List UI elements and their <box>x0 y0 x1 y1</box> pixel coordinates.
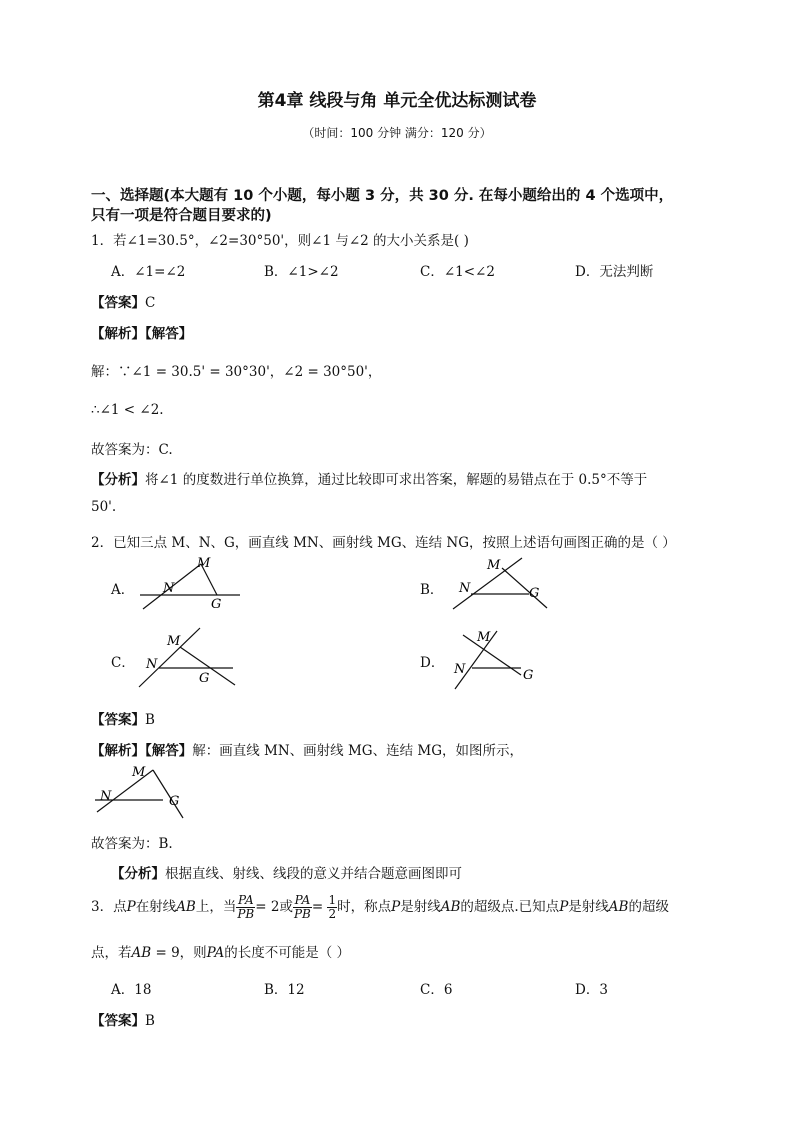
q3-frac-num: PA <box>294 893 311 907</box>
q1-analysis-tag: 【解析】【解答】 <box>91 326 193 342</box>
q3-stem-line1 <box>91 892 669 922</box>
q1-answer <box>91 291 155 311</box>
q3-frac-den: PB <box>237 907 255 921</box>
q3-text: 3．点 <box>91 899 127 915</box>
q2-stem: 2．已知三点 M、N、G，画直线 MN、画射线 MG、连结 NG，按照上述语句画图正确的是（ ） <box>91 535 676 551</box>
q1-solution-line1: 解：∵∠1 = 30.5' = 30°30'，∠2 = 30°50'， <box>91 364 382 380</box>
q3-text: 时，称点 <box>337 899 392 915</box>
label-n: N <box>163 581 175 596</box>
q2-answer-value: B <box>145 712 155 728</box>
q2-option-b: B． <box>420 582 444 598</box>
q2-fenxi-text: 根据直线、射线、线段的意义并结合题意画图即可 <box>165 866 462 882</box>
q3-text: = 9，则 <box>151 945 207 961</box>
q1-option-b: B．∠1>∠2 <box>264 264 339 280</box>
q2-analysis-tag: 【解析】【解答】 <box>91 743 193 759</box>
label-n: N <box>146 657 158 672</box>
q3-option-c: C．6 <box>420 982 453 998</box>
q3-var-p: P <box>391 899 401 915</box>
q3-var-p: P <box>559 899 569 915</box>
q1-option-c: C．∠1<∠2 <box>420 264 495 280</box>
q2-figure-b <box>447 553 557 613</box>
q1-solution-line2: ∴∠1 < ∠2. <box>91 402 164 418</box>
q1-stem: 1．若∠1=30.5°，∠2=30°50'，则∠1 与∠2 的大小关系是( ) <box>91 233 469 249</box>
q3-text: 的超级点.已知点 <box>460 899 560 915</box>
q3-option-b: B．12 <box>264 982 305 998</box>
section-heading-line1: 一、选择题(本大题有 10 个小题，每小题 3 分，共 30 分. 在每小题给出的 4 个选项中， <box>91 188 674 204</box>
q3-frac-num: PA <box>237 893 254 907</box>
q3-var-ab: AB <box>608 899 629 915</box>
q3-answer-value: B <box>145 1013 155 1029</box>
q3-fraction-half <box>327 894 337 921</box>
label-n: N <box>454 662 466 677</box>
q1-fenxi-line1 <box>91 468 647 488</box>
label-n: N <box>100 789 112 804</box>
q1-solution-line3: 故答案为：C. <box>91 442 173 458</box>
q2-figure-a <box>135 553 245 613</box>
label-g: G <box>211 597 222 612</box>
q3-text: 的长度不可能是（ ） <box>224 945 351 961</box>
q3-text: 是射线 <box>568 899 609 915</box>
q3-text: 是射线 <box>400 899 441 915</box>
q1-option-d: D．无法判断 <box>575 264 654 280</box>
q3-option-d: D．3 <box>575 982 608 998</box>
q1-answer-value: C <box>145 295 156 311</box>
label-g: G <box>523 668 534 683</box>
q3-text: 点，若 <box>91 945 132 961</box>
label-g: G <box>169 794 180 809</box>
q2-option-a: A． <box>111 582 135 598</box>
label-m: M <box>167 634 181 649</box>
q3-text: = 2或 <box>255 899 293 915</box>
q3-stem-line2 <box>91 941 350 961</box>
q3-frac-num: 1 <box>328 893 337 907</box>
label-m: M <box>477 630 491 645</box>
q1-fenxi-line2: 50'. <box>91 499 117 515</box>
q2-figure-d <box>447 625 557 691</box>
q2-solution-figure <box>91 760 201 822</box>
q2-fenxi-tag: 【分析】 <box>111 866 165 882</box>
q2-fenxi <box>111 862 462 882</box>
q3-text: 的超级 <box>628 899 669 915</box>
q3-answer-tag: 【答案】 <box>91 1013 145 1029</box>
label-g: G <box>529 586 540 601</box>
q2-answer-tag: 【答案】 <box>91 712 145 728</box>
q2-option-d: D． <box>420 655 445 671</box>
page-title: 第4章 线段与角 单元全优达标测试卷 <box>257 91 537 111</box>
label-g: G <box>199 671 210 686</box>
q3-fraction-pa-pb <box>236 894 255 921</box>
q1-fenxi-tag: 【分析】 <box>91 472 145 488</box>
section-heading-line2: 只有一项是符合题目要求的) <box>91 208 272 224</box>
q3-frac-den: PB <box>293 907 311 921</box>
q2-answer <box>91 708 155 728</box>
q2-option-c: C． <box>111 655 135 671</box>
q3-text: 在射线 <box>135 899 177 915</box>
q3-fraction-pa-pb-2 <box>293 894 312 921</box>
q3-var-ab: AB <box>440 899 461 915</box>
q3-text: = <box>311 899 328 915</box>
q3-var-ab: AB <box>131 945 152 961</box>
q2-analysis-text: 解：画直线 MN、画射线 MG、连结 MG，如图所示， <box>192 743 523 759</box>
q2-figure-c <box>135 625 245 689</box>
q2-solution: 故答案为：B. <box>91 836 173 852</box>
q3-option-a: A．18 <box>111 982 152 998</box>
q2-analysis <box>91 739 523 759</box>
label-n: N <box>459 581 471 596</box>
q1-answer-tag: 【答案】 <box>91 295 145 311</box>
q3-var-p: P <box>126 899 136 915</box>
q3-answer <box>91 1009 155 1029</box>
q3-var-pa: PA <box>206 945 225 961</box>
q3-var-ab: AB <box>176 899 196 915</box>
q3-frac-den: 2 <box>328 907 337 921</box>
label-m: M <box>487 558 501 573</box>
q1-option-a: A．∠1=∠2 <box>111 264 186 280</box>
label-m: M <box>197 556 211 571</box>
q3-text: 上，当 <box>195 899 237 915</box>
q1-fenxi-text: 将∠1 的度数进行单位换算，通过比较即可求出答案，解题的易错点在于 0.5°不等于 <box>145 472 648 488</box>
label-m: M <box>132 765 146 780</box>
page-subtitle: （时间：100 分钟 满分：120 分） <box>302 126 492 140</box>
